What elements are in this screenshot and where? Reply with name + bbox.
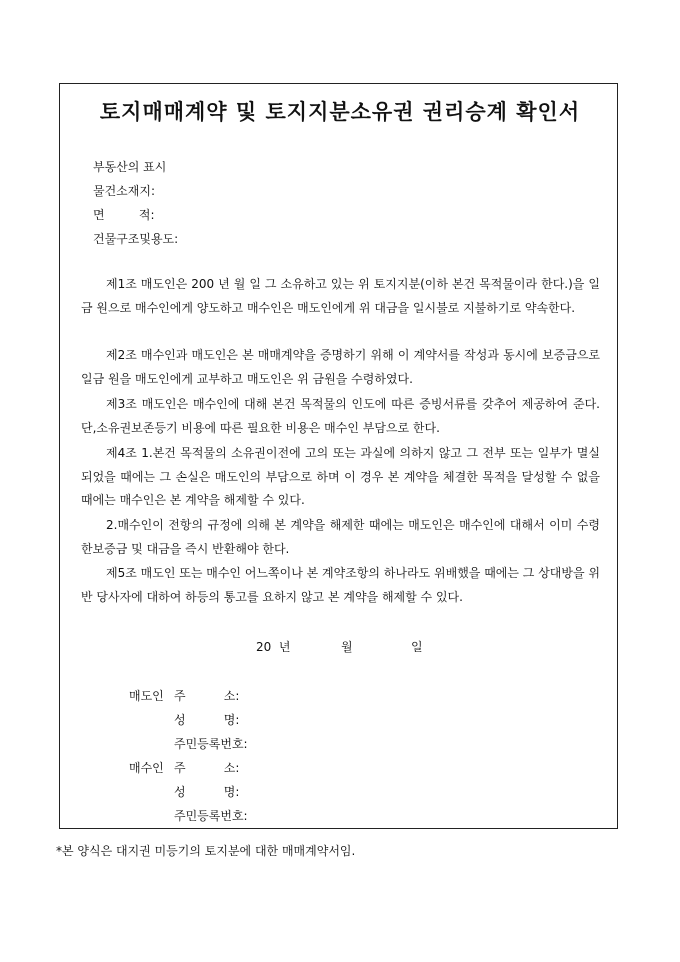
footnote: *본 양식은 대지권 미등기의 토지분에 대한 매매계약서임. — [56, 844, 356, 858]
clause-4-text: 제4조 1.본건 목적물의 소유권이전에 고의 또는 과실에 의하지 않고 그 전부 또는 일부가 멸실되었을 때에는 그 손실은 매도인의 부담으로 하며 이 경우 본 계약을 체결한 목적을 달성할 수 없을 때에는 매수인은 본 계약을 해제할 수 있다. — [81, 446, 600, 507]
seller-label: 매도인 — [129, 689, 164, 703]
clause-3-text: 제3조 매도인은 매수인에 대해 본건 목적물의 인도에 따른 증빙서류를 갖추어 제공하여 준다. 단,소유권보존등기 비용에 따른 필요한 비용은 매수인 부담으로 한다. — [81, 397, 600, 435]
clause-5-text: 제5조 매도인 또는 매수인 어느쪽이나 본 계약조항의 하나라도 위배했을 때에는 그 상대방을 위반 당사자에 대하여 하등의 통고를 요하지 않고 본 계약을 해제할 수 있다. — [81, 566, 600, 604]
buyer-label: 매수인 — [129, 761, 164, 775]
clause-4-2 — [81, 514, 600, 561]
property-location-label: 물건소재지: — [93, 184, 156, 198]
clause-4 — [81, 442, 600, 513]
date-month: 월 — [341, 640, 353, 654]
clause-3 — [81, 393, 600, 440]
clause-2 — [81, 344, 600, 391]
date-day: 일 — [411, 640, 423, 654]
seller-address-label: 주 소: — [174, 689, 240, 703]
seller-name-label: 성 명: — [174, 713, 240, 727]
property-building-label: 건물구조및용도: — [93, 232, 179, 246]
clause-1-text: 제1조 매도인은 200 년 월 일 그 소유하고 있는 위 토지지분(이하 본건 목적물이라 한다.)을 일금 원으로 매수인에게 양도하고 매수인은 매도인에게 위 대금을 일시불로 지불하기로 약속한다. — [81, 277, 600, 315]
property-area-label: 면 적: — [93, 208, 155, 222]
clause-5 — [81, 562, 600, 609]
buyer-name-label: 성 명: — [174, 785, 240, 799]
clause-2-text: 제2조 매수인과 매도인은 본 매매계약을 증명하기 위해 이 계약서를 작성과 동시에 보증금으로 일금 원을 매도인에게 교부하고 매도인은 위 금원을 수령하였다. — [81, 348, 600, 386]
clause-1 — [81, 273, 600, 320]
buyer-address-label: 주 소: — [174, 761, 240, 775]
date-year: 20 년 — [256, 640, 291, 654]
property-heading: 부동산의 표시 — [93, 160, 167, 174]
buyer-id-label: 주민등록번호: — [174, 809, 248, 823]
document-title: 토지매매계약 및 토지지분소유권 권리승계 확인서 — [99, 99, 581, 124]
seller-id-label: 주민등록번호: — [174, 737, 248, 751]
clause-4-2-text: 2.매수인이 전항의 규정에 의해 본 계약을 해제한 때에는 매도인은 매수인에 대해서 이미 수령한보증금 및 대금을 즉시 반환해야 한다. — [81, 518, 600, 556]
